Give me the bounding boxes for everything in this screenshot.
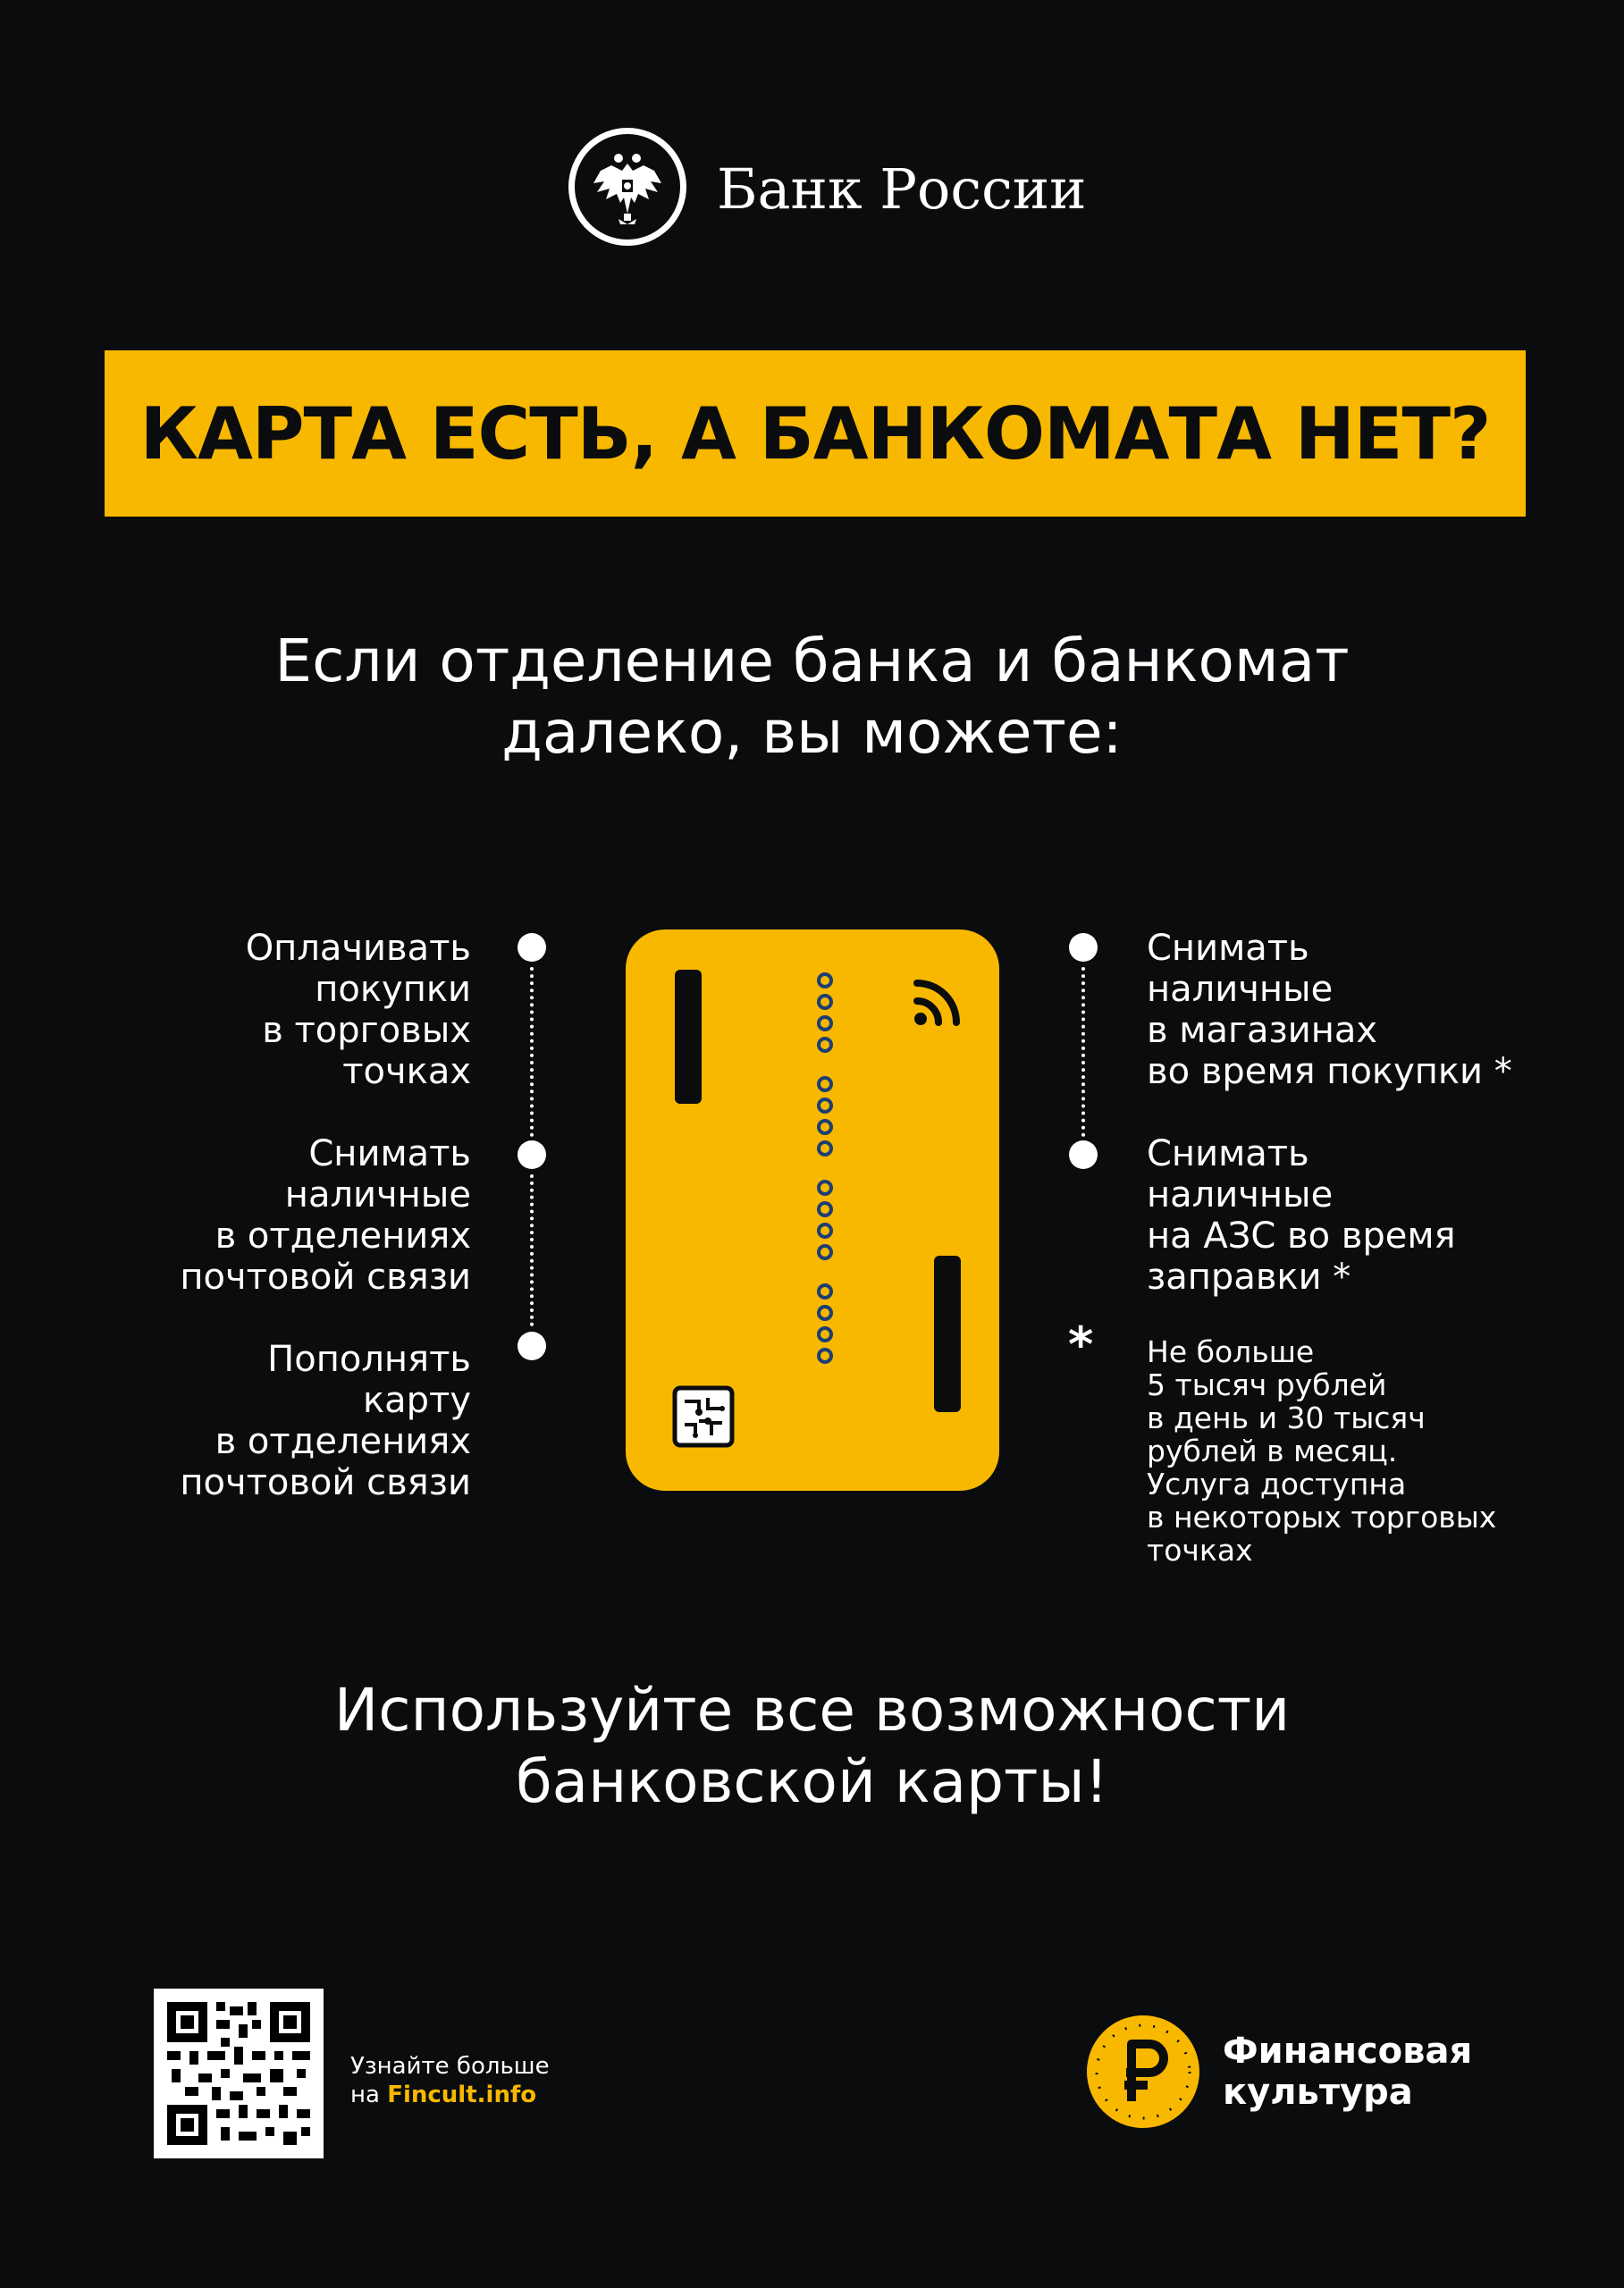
option-cash-in-stores: Снимать наличные в магазинах во время покупки *: [1147, 928, 1512, 1092]
bank-name: Банк России: [717, 156, 1087, 222]
right-timeline-dot-2: [1069, 1140, 1098, 1169]
ruble-clock-icon: [1085, 2014, 1201, 2130]
cta-line-2: банковской карты!: [515, 1747, 1109, 1816]
card-number-digits: [809, 970, 841, 1367]
fincult-link[interactable]: Fincult.info: [387, 2082, 537, 2108]
footnote-marker: *: [1068, 1316, 1094, 1373]
call-to-action: [0, 1675, 1624, 1818]
option-topup-post-office: Пополнять карту в отделениях почтовой связи: [180, 1339, 471, 1503]
learn-more-text: [350, 2052, 550, 2109]
fincult-brand-name: Финансовая культура: [1223, 2031, 1473, 2113]
option-cash-post-office: Снимать наличные в отделениях почтовой связи: [180, 1133, 471, 1298]
learn-more-prefix: на: [350, 2082, 380, 2108]
left-timeline-line-1: [530, 967, 534, 1137]
bank-card-illustration: [626, 930, 999, 1491]
left-timeline-dot-2: [517, 1140, 546, 1169]
card-signature-stripe: [934, 1256, 961, 1412]
card-magnetic-stripe: [675, 970, 702, 1104]
qr-code[interactable]: [154, 1989, 324, 2158]
page-title: КАРТА ЕСТЬ, А БАНКОМАТА НЕТ?: [139, 391, 1491, 475]
bank-emblem: [568, 128, 686, 246]
cta-line-1: Используйте все возможности: [333, 1676, 1291, 1745]
learn-more-link-line: [350, 2081, 550, 2109]
contactless-icon: [912, 974, 965, 1028]
left-timeline-dot-3: [517, 1332, 546, 1360]
subtitle-line-1: Если отделение банка и банкомат: [274, 627, 1350, 695]
option-pay-purchases: Оплачивать покупки в торговых точках: [245, 928, 471, 1092]
left-timeline-dot-1: [517, 933, 546, 962]
title-banner: [105, 350, 1526, 517]
footnote-text: Не больше 5 тысяч рублей в день и 30 тысяч рублей в месяц. Услуга доступна в некоторых торговых точках: [1147, 1334, 1497, 1568]
option-cash-at-gas-station: Снимать наличные на АЗС во время заправки *: [1147, 1133, 1456, 1298]
left-timeline-line-2: [530, 1174, 534, 1326]
subtitle-line-2: далеко, вы можете:: [501, 698, 1123, 767]
learn-more-line: Узнайте больше: [350, 2053, 550, 2080]
chip-icon: [672, 1385, 735, 1448]
right-timeline-dot-1: [1069, 933, 1098, 962]
double-headed-eagle-icon: [585, 144, 670, 230]
subtitle: [0, 626, 1624, 769]
right-timeline-line-1: [1081, 967, 1085, 1137]
qr-code-icon: [163, 1998, 315, 2149]
